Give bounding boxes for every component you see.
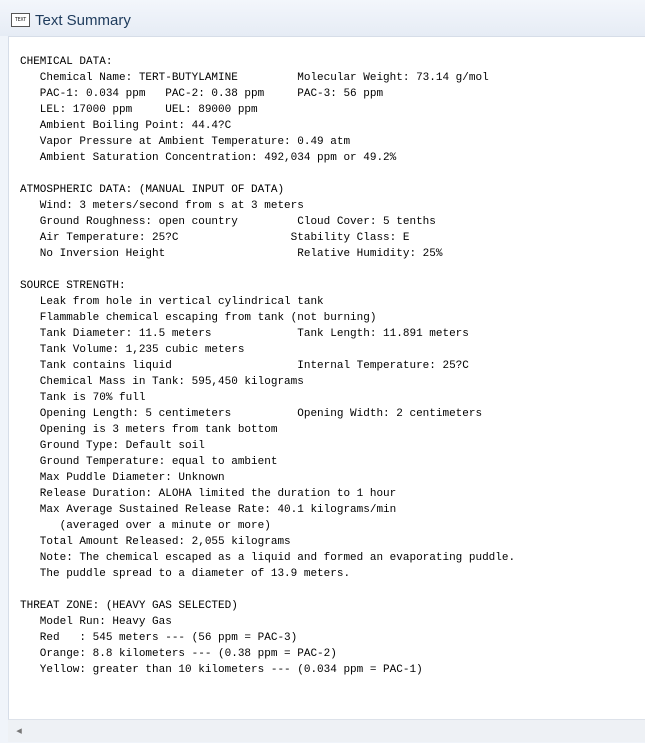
blank-line: [20, 262, 515, 278]
report-line: Ground Roughness: open country Cloud Cover: 5 tenths: [20, 216, 436, 228]
blank-line: [20, 166, 515, 182]
report-line: THREAT ZONE: (HEAVY GAS SELECTED): [20, 600, 238, 612]
report-line: Opening Length: 5 centimeters Opening Width: 2 centimeters: [20, 408, 483, 420]
scroll-track[interactable]: [30, 724, 641, 737]
report-line: Leak from hole in vertical cylindrical tank: [20, 296, 324, 308]
report-line: Max Puddle Diameter: Unknown: [20, 472, 225, 484]
report-line: Max Average Sustained Release Rate: 40.1 kilograms/min: [20, 504, 397, 516]
report-line: Wind: 3 meters/second from s at 3 meters: [20, 200, 304, 212]
report-line: Total Amount Released: 2,055 kilograms: [20, 536, 291, 548]
report-text: [20, 54, 515, 678]
report-line: The puddle spread to a diameter of 13.9 meters.: [20, 568, 351, 580]
report-line: Model Run: Heavy Gas: [20, 616, 172, 628]
window-title: Text Summary: [35, 12, 131, 29]
report-line: Ambient Saturation Concentration: 492,034 ppm or 49.2%: [20, 152, 397, 164]
report-line: Yellow: greater than 10 kilometers --- (0.034 ppm = PAC-1): [20, 664, 423, 676]
report-line: CHEMICAL DATA:: [20, 56, 113, 68]
report-line: Ground Temperature: equal to ambient: [20, 456, 278, 468]
report-line: Chemical Mass in Tank: 595,450 kilograms: [20, 376, 304, 388]
report-line: Release Duration: ALOHA limited the duration to 1 hour: [20, 488, 397, 500]
blank-line: [20, 582, 515, 598]
report-line: Tank is 70% full: [20, 392, 146, 404]
report-line: LEL: 17000 ppm UEL: 89000 ppm: [20, 104, 258, 116]
report-line: Tank contains liquid Internal Temperature: 25?C: [20, 360, 469, 372]
report-line: PAC-1: 0.034 ppm PAC-2: 0.38 ppm PAC-3: 56 ppm: [20, 88, 384, 100]
horizontal-scrollbar[interactable]: [8, 719, 645, 742]
report-line: SOURCE STRENGTH:: [20, 280, 126, 292]
report-line: Red : 545 meters --- (56 ppm = PAC-3): [20, 632, 298, 644]
title-bar[interactable]: [0, 0, 645, 36]
report-line: No Inversion Height Relative Humidity: 25%: [20, 248, 443, 260]
scroll-left-arrow-icon[interactable]: ◂: [16, 725, 22, 737]
report-line: Air Temperature: 25?C Stability Class: E: [20, 232, 410, 244]
report-line: Chemical Name: TERT-BUTYLAMINE Molecular Weight: 73.14 g/mol: [20, 72, 489, 84]
report-line: Vapor Pressure at Ambient Temperature: 0.49 atm: [20, 136, 351, 148]
report-line: Tank Diameter: 11.5 meters Tank Length: 11.891 meters: [20, 328, 469, 340]
report-line: Tank Volume: 1,235 cubic meters: [20, 344, 245, 356]
report-line: Opening is 3 meters from tank bottom: [20, 424, 278, 436]
report-line: ATMOSPHERIC DATA: (MANUAL INPUT OF DATA): [20, 184, 285, 196]
report-line: Orange: 8.8 kilometers --- (0.38 ppm = PAC-2): [20, 648, 337, 660]
report-line: Ambient Boiling Point: 44.4?C: [20, 120, 232, 132]
text-document-icon: TEXT: [11, 13, 30, 27]
report-line: Ground Type: Default soil: [20, 440, 205, 452]
report-line: Flammable chemical escaping from tank (not burning): [20, 312, 377, 324]
report-text-area[interactable]: [8, 36, 645, 720]
report-line: (averaged over a minute or more): [20, 520, 271, 532]
report-line: Note: The chemical escaped as a liquid and formed an evaporating puddle.: [20, 552, 516, 564]
